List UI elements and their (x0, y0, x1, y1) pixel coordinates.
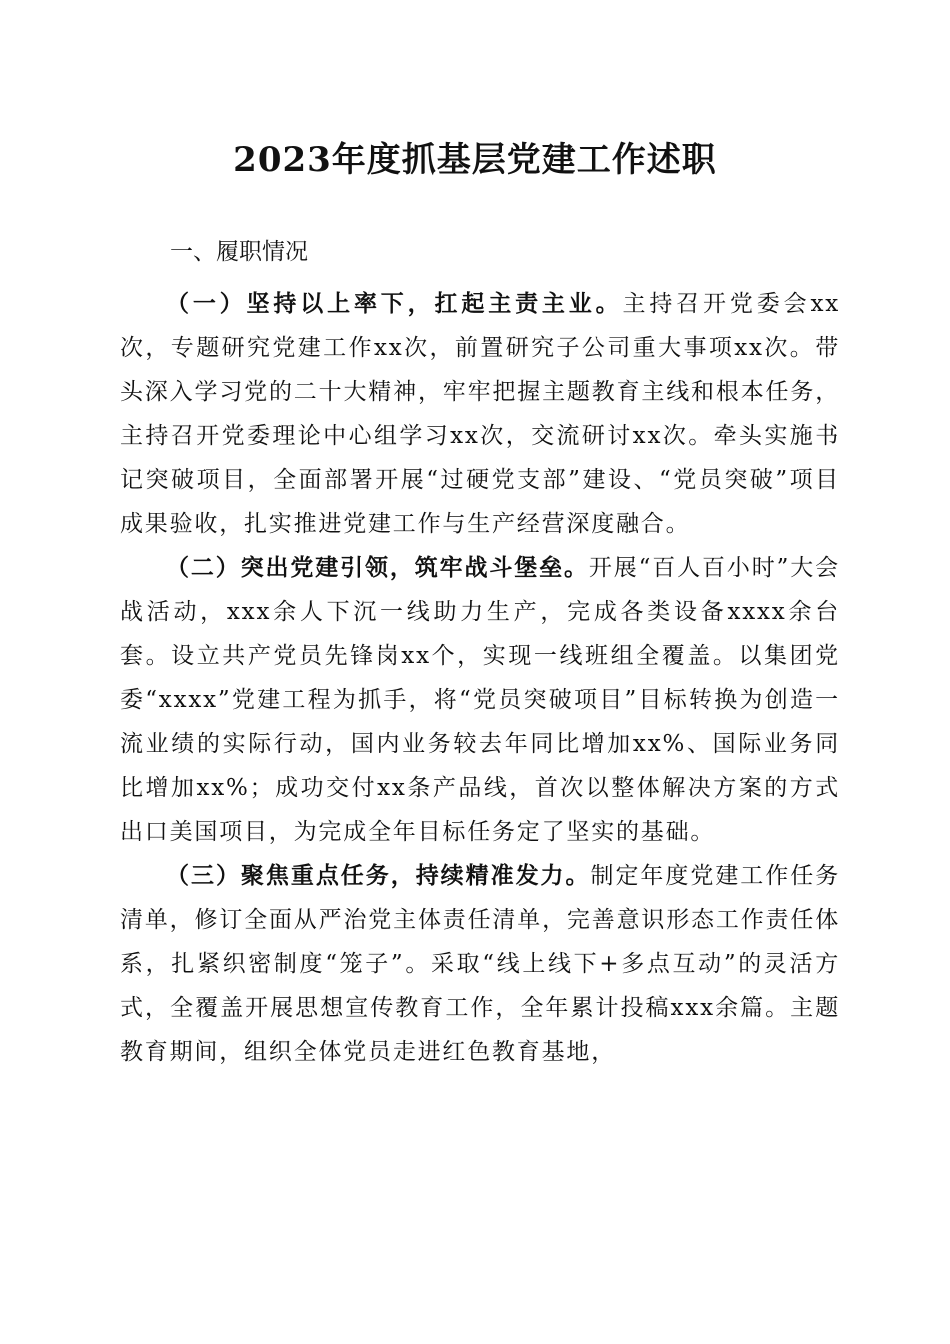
paragraph-3-text: 制定年度党建工作任务清单，修订全面从严治党主体责任清单，完善意识形态工作责任体系，扎紧织密制度“笼子”。采取“线上线下+多点互动”的灵活方式，全覆盖开展思想宣传教育工作，全年累计投稿xxx余篇。主题教育期间，组织全体党员走进红色教育基地， (120, 863, 841, 1065)
section-heading: 一、履职情况 (170, 239, 308, 265)
paragraph-1-lead: （一）坚持以上率下，扛起主责主业。 (166, 290, 623, 317)
paragraph-3-lead: （三）聚焦重点任务，持续精准发力。 (166, 862, 591, 889)
document-title: 2023年度抓基层党建工作述职 (233, 140, 717, 180)
paragraph-2-lead: （二）突出党建引领，筑牢战斗堡垒。 (166, 554, 589, 581)
paragraph-3 (120, 854, 840, 1074)
paragraph-1 (120, 282, 840, 546)
paragraph-2 (120, 546, 840, 854)
document-body (120, 282, 840, 1074)
paragraph-1-text: 主持召开党委会xx次，专题研究党建工作xx次，前置研究子公司重大事项xx次。带头深入学习党的二十大精神，牢牢把握主题教育主线和根本任务，主持召开党委理论中心组学习xx次，交流研讨xx次。牵头实施书记突破项目，全面部署开展“过硬党支部”建设、“党员突破”项目成果验收，扎实推进党建工作与生产经营深度融合。 (120, 291, 840, 537)
paragraph-2-text: 开展“百人百小时”大会战活动，xxx余人下沉一线助力生产，完成各类设备xxxx余台套。设立共产党员先锋岗xx个，实现一线班组全覆盖。以集团党委“xxxx”党建工程为抓手，将“党员突破项目”目标转换为创造一流业绩的实际行动，国内业务较去年同比增加xx%、国际业务同比增加xx%；成功交付xx条产品线，首次以整体解决方案的方式出口美国项目，为完成全年目标任务定了坚实的基础。 (120, 555, 840, 845)
